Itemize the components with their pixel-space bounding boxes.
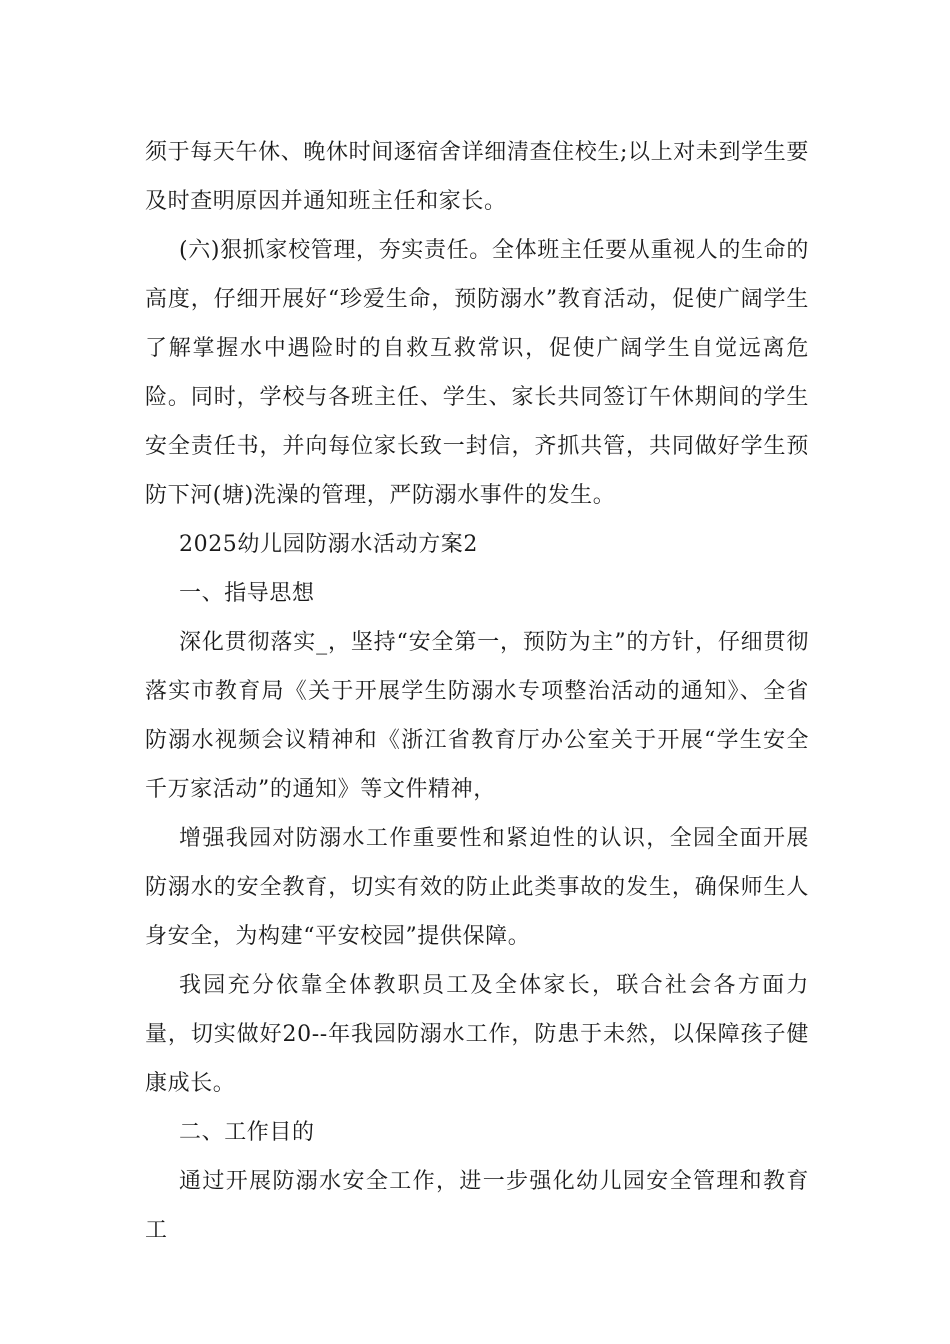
paragraph-work-purpose: 通过开展防溺水安全工作，进一步强化幼儿园安全管理和教育工 — [145, 1169, 809, 1243]
paragraph-awareness: 增强我园对防溺水工作重要性和紧迫性的认识，全园全面开展防溺水的安全教育，切实有效的防止此类事故的发生，确保师生人身安全，为构建“平安校园”提供保障。 — [145, 826, 809, 949]
paragraph-guiding-ideology: 深化贯彻落实_，坚持“安全第一，预防为主”的方针，仔细贯彻落实市教育局《关于开展学生防溺水专项整治活动的通知》、全省防溺水视频会议精神和《浙江省教育厅办公室关于开展“学生安全千万家活动”的通知》等文件精神， — [145, 630, 809, 802]
section-title: 2025幼儿园防溺水活动方案2 — [179, 532, 478, 557]
paragraph-continuation: 须于每天午休、晚休时间逐宿舍详细清查住校生;以上对未到学生要及时查明原因并通知班主任和家长。 — [145, 140, 809, 214]
paragraph-reliance: 我园充分依靠全体教职员工及全体家长，联合社会各方面力量，切实做好20--年我园防溺水工作，防患于未然，以保障孩子健康成长。 — [145, 973, 809, 1096]
heading-guiding-ideology: 一、指导思想 — [179, 581, 315, 606]
paragraph-home-school-management: (六)狠抓家校管理，夯实责任。全体班主任要从重视人的生命的高度，仔细开展好“珍爱生命，预防溺水”教育活动，促使广阔学生了解掌握水中遇险时的自救互救常识，促使广阔学生自觉远离危险。同时，学校与各班主任、学生、家长共同签订午休期间的学生安全责任书，并向每位家长致一封信，齐抓共管，共同做好学生预防下河(塘)洗澡的管理，严防溺水事件的发生。 — [145, 238, 809, 508]
heading-work-purpose: 二、工作目的 — [179, 1120, 315, 1145]
document-body — [145, 128, 809, 1255]
